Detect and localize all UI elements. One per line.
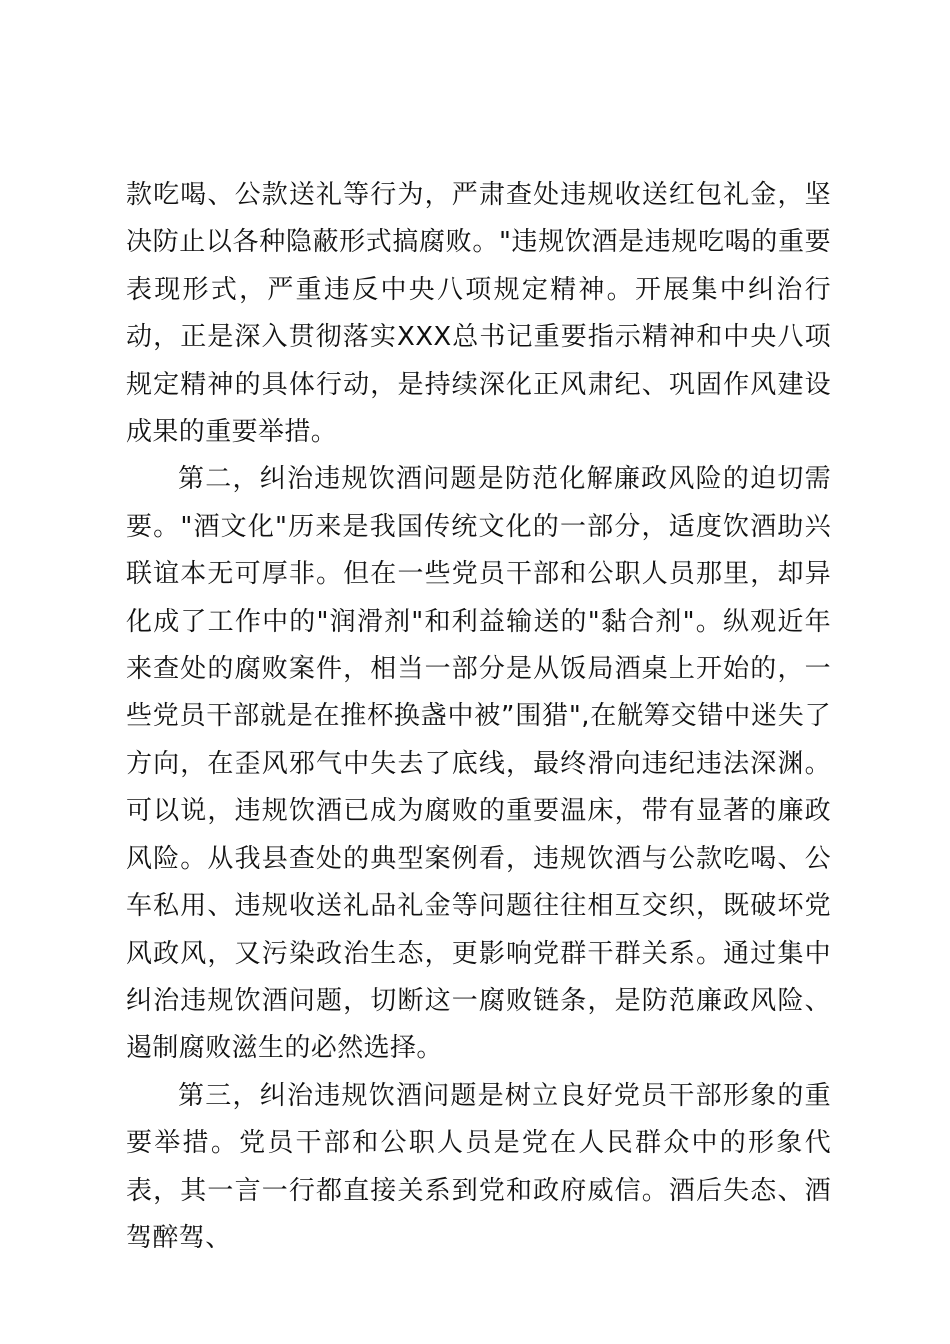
paragraph-third-point: 第三，纠治违规饮酒问题是树立良好党员干部形象的重要举措。党员干部和公职人员是党在人民群众中的形象代表，其一言一行都直接关系到党和政府威信。酒后失态、酒驾醉驾、 [126, 1080, 831, 1253]
paragraph-continuation: 款吃喝、公款送礼等行为，严肃查处违规收送红包礼金，坚决防止以各种隐蔽形式搞腐败。"违规饮酒是违规吃喝的重要表现形式，严重违反中央八项规定精神。开展集中纠治行动，正是深入贯彻落实XXX总书记重要指示精神和中央八项规定精神的具体行动，是持续深化正风肃纪、巩固作风建设成果的重要举措。 [126, 180, 831, 448]
paragraph-second-point: 第二，纠治违规饮酒问题是防范化解廉政风险的迫切需要。"酒文化"历来是我国传统文化的一部分，适度饮酒助兴联谊本无可厚非。但在一些党员干部和公职人员那里，却异化成了工作中的"润滑剂"和利益输送的"黏合剂"。纵观近年来查处的腐败案件，相当一部分是从饭局酒桌上开始的，一些党员干部就是在推杯换盏中被”围猎",在觥筹交错中迷失了方向，在歪风邪气中失去了底线，最终滑向违纪违法深渊。可以说，违规饮酒已成为腐败的重要温床，带有显著的廉政风险。从我县查处的典型案例看，违规饮酒与公款吃喝、公车私用、违规收送礼品礼金等问题往往相互交织，既破坏党风政风，又污染政治生态，更影响党群干群关系。通过集中纠治违规饮酒问题，切断这一腐败链条，是防范廉政风险、遏制腐败滋生的必然选择。 [126, 464, 831, 1064]
document-body [126, 172, 831, 1262]
